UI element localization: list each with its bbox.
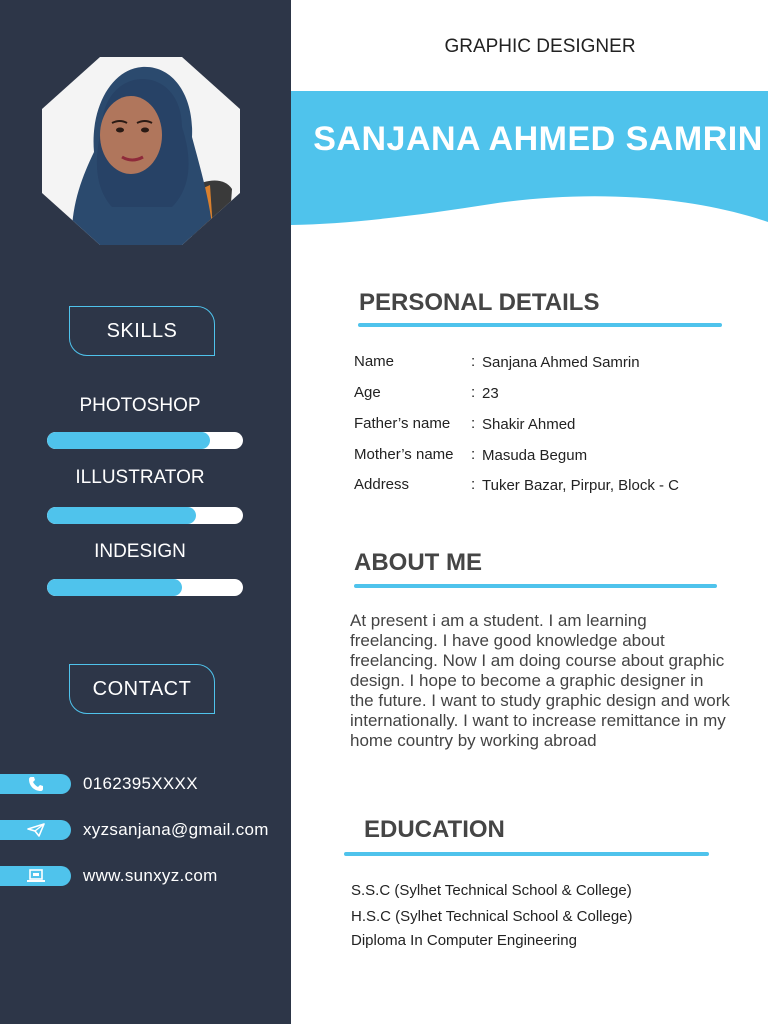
contact-heading [69,664,215,714]
detail-label: Age [354,384,381,401]
detail-value: Tuker Bazar, Pirpur, Block - C [482,477,680,494]
skills-heading-label: SKILLS [106,319,178,342]
about-me-rule [354,584,717,588]
education-item: H.S.C (Sylhet Technical School & College) [351,908,633,925]
detail-label: Name [354,353,395,370]
skill-bar-indesign [47,579,243,596]
skill-name-photoshop: PHOTOSHOP [79,395,201,416]
education-item: Diploma In Computer Engineering [351,932,577,949]
detail-colon: : [471,353,476,370]
skill-bar-photoshop [47,432,243,449]
send-icon [27,823,45,837]
phone-icon [28,776,44,792]
contact-phone[interactable]: 0162395XXXX [83,774,198,793]
detail-value: 23 [482,385,499,402]
about-me-heading: ABOUT ME [354,549,482,576]
skills-heading [69,306,215,356]
skill-fill [47,507,196,524]
personal-details-heading: PERSONAL DETAILS [359,289,600,316]
detail-colon: : [471,446,476,463]
person-name: SANJANA AHMED SAMRIN [313,120,763,158]
sidebar [0,0,291,1024]
detail-colon: : [471,415,476,432]
detail-colon: : [471,476,476,493]
education-rule [344,852,709,856]
detail-label: Address [354,476,410,493]
education-heading: EDUCATION [364,816,505,843]
profile-photo [42,57,240,245]
personal-details-rule [358,323,722,327]
about-me-text: At present i am a student. I am learning freelancing. I have good knowledge about freelancing. Now I am doing course about graphic design. I hope to become a graphic designer in the future. I want to study graphic design and work internationally. I want to increase remittance in my home country by working abroad [350,611,730,750]
name-banner [291,91,768,231]
main-content [291,0,768,1024]
education-item: S.S.C (Sylhet Technical School & College) [351,882,632,899]
contact-heading-label: CONTACT [92,677,192,700]
contact-email[interactable]: xyzsanjana@gmail.com [83,820,269,839]
detail-colon: : [471,384,476,401]
phone-tab [0,774,71,794]
detail-value: Masuda Begum [482,447,588,464]
website-tab [0,866,71,886]
contact-website[interactable]: www.sunxyz.com [83,866,218,885]
detail-value: Shakir Ahmed [482,416,576,433]
job-title: GRAPHIC DESIGNER [444,36,636,57]
laptop-icon [26,869,46,883]
detail-value: Sanjana Ahmed Samrin [482,354,640,371]
skill-fill [47,432,210,449]
skill-bar-illustrator [47,507,243,524]
skill-fill [47,579,182,596]
skill-name-illustrator: ILLUSTRATOR [75,467,205,488]
email-tab [0,820,71,840]
detail-label: Mother’s name [354,446,454,463]
detail-label: Father’s name [354,415,451,432]
skill-name-indesign: INDESIGN [94,541,186,562]
